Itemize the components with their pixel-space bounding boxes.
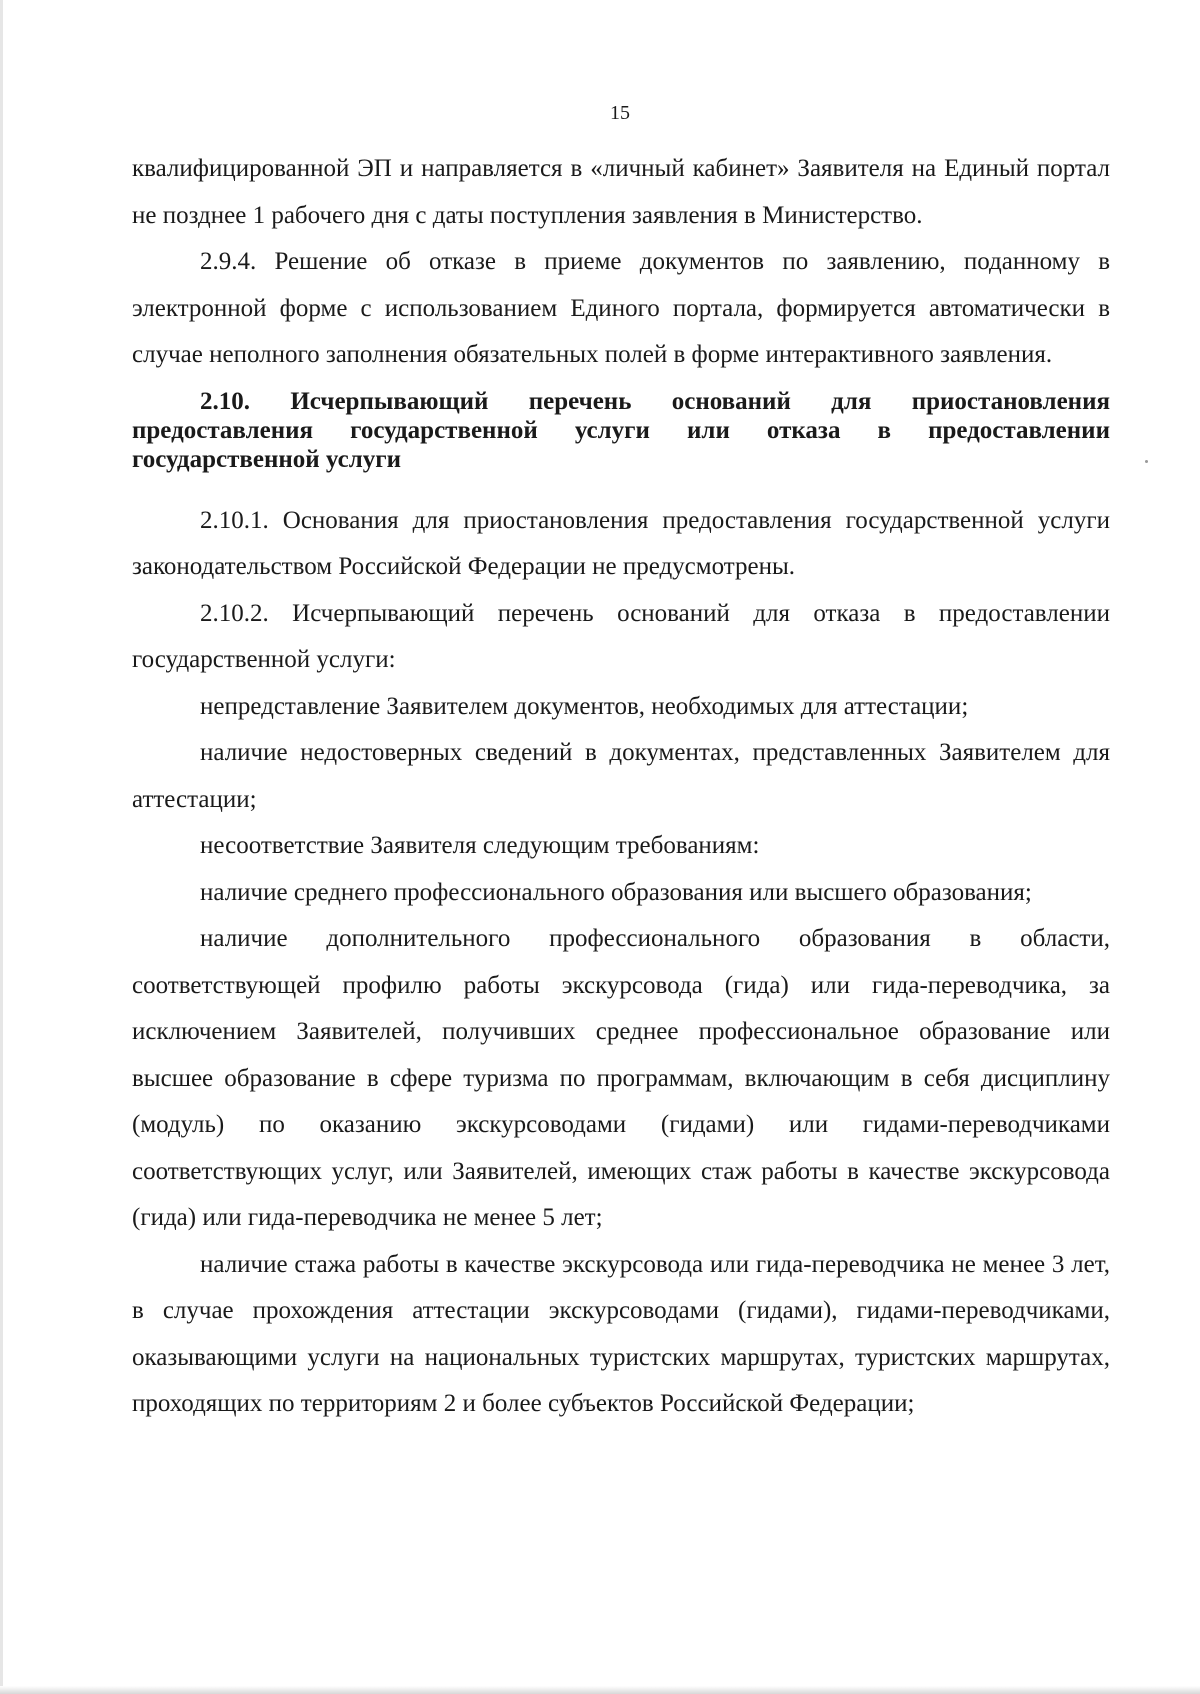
list-item-additional-education: наличие дополнительного профессионального образования в области, соответствующей профилю работы экскурсовода (гида) или гида-переводчика, за исключением Заявителей, получивших среднее профессиональное образование или высшее образование в сфере туризма по программам, включающим в себя дисциплину (модуль) по оказанию экскурсоводами (гидами) или гидами-переводчиками соответствующих услуг, или Заявителей, имеющих стаж работы в качестве экскурсовода (гида) или гида-переводчика не менее 5 лет; [132,925,1110,1231]
page-number: 15 [610,102,630,124]
list-item-education: наличие среднего профессионального образования или высшего образования; [200,878,1032,906]
document-body [132,146,1110,1428]
scan-artifact-dot [1145,460,1148,463]
paragraph-continuation: квалифицированной ЭП и направляется в «личный кабинет» Заявителя на Единый портал не позднее 1 рабочего дня с даты поступления заявления в Министерство. [132,155,1110,229]
list-item-work-experience: наличие стажа работы в качестве экскурсовода или гида-переводчика не менее 3 лет, в случае прохождения аттестации экскурсоводами (гидами), гидами-переводчиками, оказывающими услуги на национальных туристских маршрутах, туристских маршрутах, проходящих по территориям 2 и более субъектов Российской Федерации; [132,1250,1110,1417]
paragraph-2-10-1: 2.10.1. Основания для приостановления предоставления государственной услуги законодательством Российской Федерации не предусмотрены. [132,506,1110,580]
paragraph-2-10-2: 2.10.2. Исчерпывающий перечень оснований для отказа в предоставлении государственной услуги: [132,599,1110,673]
list-item-non-compliance: несоответствие Заявителя следующим требованиям: [200,832,760,859]
section-heading-2-10: 2.10. Исчерпывающий перечень оснований для приостановления предоставления государственной услуги или отказа в предоставлении государственной услуги [132,387,1110,473]
list-item-false-information: наличие недостоверных сведений в документах, представленных Заявителем для аттестации; [132,739,1110,813]
scan-left-edge [0,0,3,1694]
scan-bottom-edge [0,1686,1200,1694]
paragraph-2-9-4: 2.9.4. Решение об отказе в приеме документов по заявлению, поданному в электронной форме с использованием Единого портала, формируется автоматически в случае неполного заполнения обязательных полей в форме интерактивного заявления. [132,248,1110,368]
list-item-non-submission: непредставление Заявителем документов, необходимых для аттестации; [200,692,969,720]
